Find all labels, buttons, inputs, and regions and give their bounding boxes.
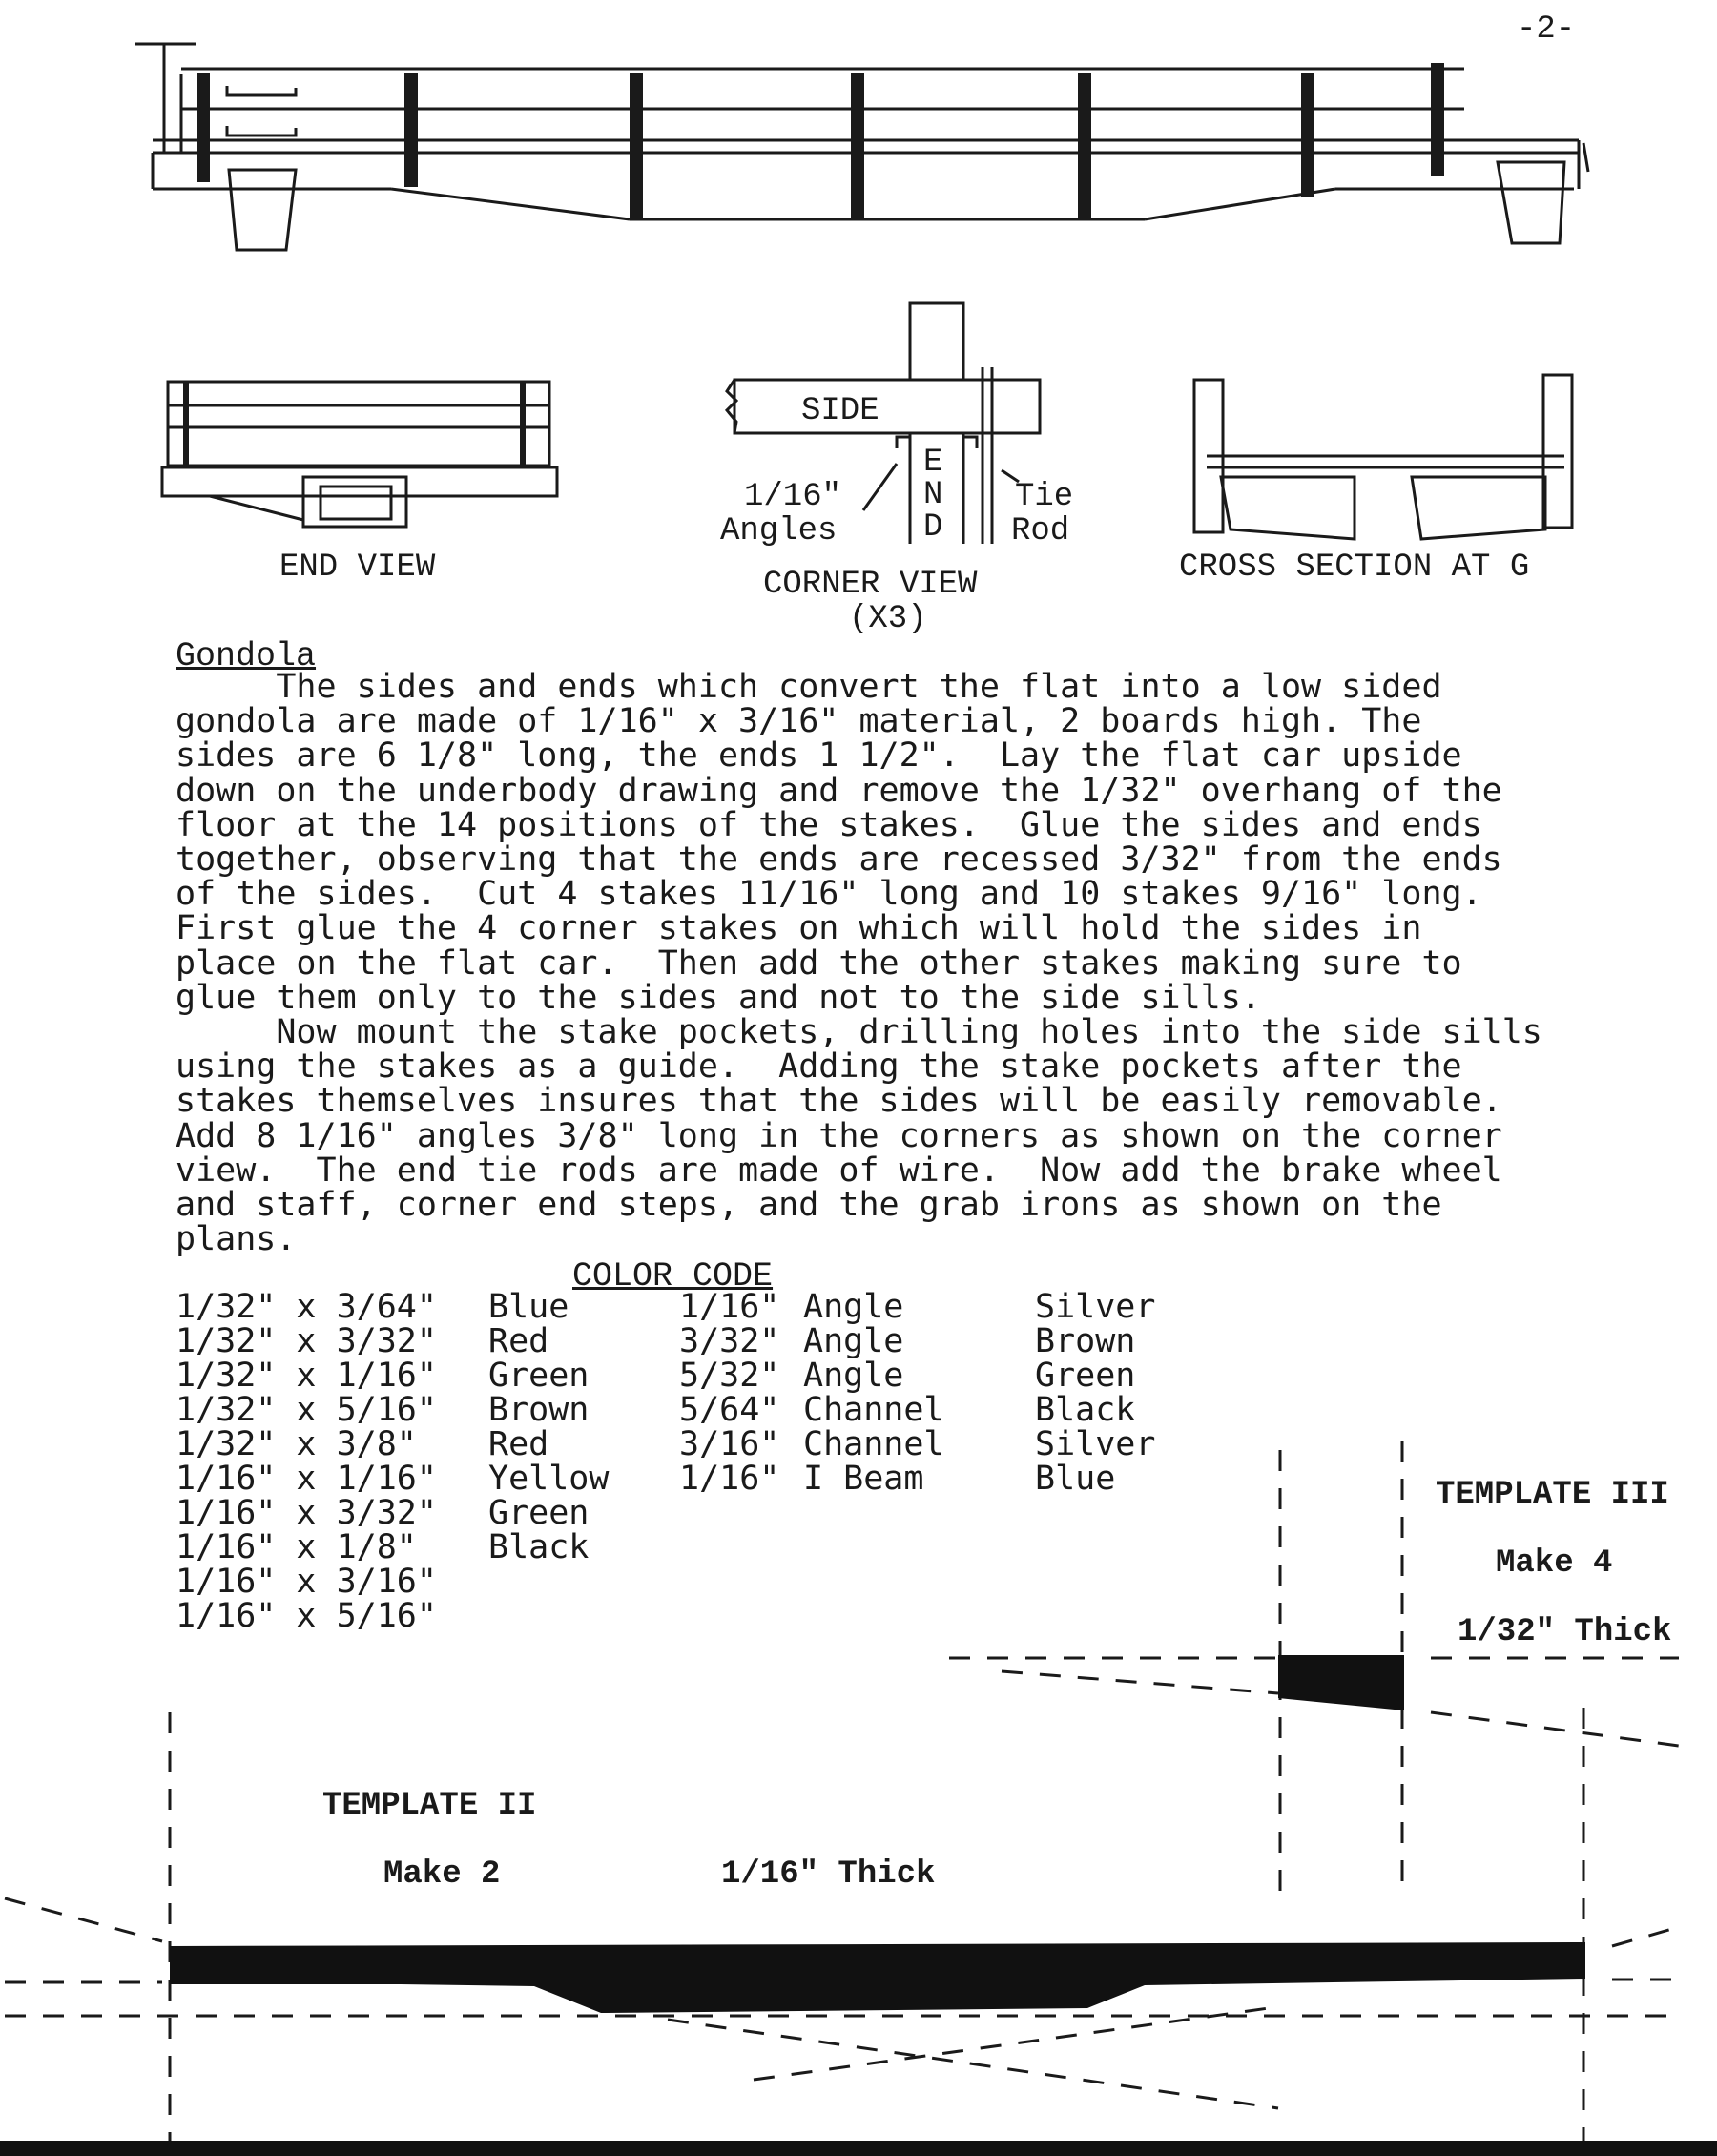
text-line: and staff, corner end steps, and the grab irons as shown on the [176, 1186, 1442, 1225]
strip-size: 1/32" x 5/16" [176, 1391, 437, 1429]
text-line: sides are 6 1/8" long, the ends 1 1/2". Lay the flat car upside [176, 736, 1462, 776]
shape-size-column [679, 1290, 779, 1496]
rod-label: Rod [1011, 513, 1070, 549]
end-letter: E [923, 445, 943, 481]
strip-color-column [488, 1290, 609, 1565]
shape-size: 3/16" [679, 1425, 780, 1463]
shape-type: Angle [803, 1357, 904, 1395]
template-iii-count: Make 4 [1496, 1545, 1613, 1582]
text-line: of the sides. Cut 4 stakes 11/16" long and 10 stakes 9/16" long. [176, 875, 1482, 914]
template-iii-thickness: 1/32" Thick [1458, 1614, 1672, 1650]
template-ii-title: TEMPLATE II [322, 1788, 537, 1824]
text-line: together, observing that the ends are recessed 3/32" from the ends [176, 840, 1502, 880]
strip-color: Red [488, 1322, 549, 1360]
gondola-instructions [176, 668, 1625, 1259]
template-ii-shape [170, 1942, 1585, 2013]
shape-color: Silver [1035, 1425, 1156, 1463]
text-line: down on the underbody drawing and remove the 1/32" overhang of the [176, 771, 1502, 810]
template-ii-thickness: 1/16" Thick [721, 1856, 936, 1893]
text-line: glue them only to the sides and not to the side sills. [176, 978, 1261, 1017]
strip-color: Brown [488, 1391, 590, 1429]
corner-view-label: CORNER VIEW [763, 567, 978, 603]
bottom-edge-band [0, 2141, 1717, 2156]
shape-type: Channel [803, 1425, 944, 1463]
strip-color: Yellow [488, 1460, 610, 1498]
shape-size: 1/16" [679, 1288, 780, 1326]
shape-size: 3/32" [679, 1322, 780, 1360]
text-line: using the stakes as a guide. Adding the stake pockets after the [176, 1047, 1462, 1087]
strip-size: 1/16" x 1/16" [176, 1460, 437, 1498]
text-line: plans. [176, 1220, 297, 1259]
text-line: The sides and ends which convert the flat into a low sided [176, 668, 1442, 706]
shape-color-column [1035, 1290, 1155, 1496]
template-ii-count: Make 2 [383, 1856, 501, 1893]
strip-color: Black [488, 1528, 590, 1566]
shape-color: Blue [1035, 1460, 1116, 1498]
corner-view-scale: (X3) [849, 601, 927, 637]
strip-size-column [176, 1290, 437, 1633]
cross-section-drawing [1194, 375, 1572, 539]
text-line: Now mount the stake pockets, drilling holes into the side sills [176, 1013, 1542, 1052]
end-letter: D [923, 509, 943, 546]
text-line: gondola are made of 1/16" x 3/16" material, 2 boards high. The [176, 702, 1422, 741]
text-line: view. The end tie rods are made of wire. Now add the brake wheel [176, 1151, 1502, 1190]
shape-type: Angle [803, 1322, 904, 1360]
shape-color: Black [1035, 1391, 1136, 1429]
shape-type: Channel [803, 1391, 944, 1429]
strip-size: 1/32" x 3/64" [176, 1288, 437, 1326]
shape-size: 5/64" [679, 1391, 780, 1429]
text-line: First glue the 4 corner stakes on which will hold the sides in [176, 909, 1422, 948]
strip-color: Green [488, 1494, 590, 1532]
strip-color: Green [488, 1357, 590, 1395]
shape-type-column [803, 1290, 944, 1496]
shape-type: Angle [803, 1288, 904, 1326]
corner-side-label: SIDE [801, 393, 879, 429]
text-line: stakes themselves insures that the sides will be easily removable. [176, 1082, 1502, 1121]
text-line: floor at the 14 positions of the stakes. Glue the sides and ends [176, 805, 1482, 844]
shape-color: Brown [1035, 1322, 1136, 1360]
angles-label: Angles [720, 513, 838, 549]
template-iii-shape [1278, 1655, 1404, 1710]
section-title-gondola: Gondola [176, 637, 317, 675]
angles-size-label: 1/16" [744, 479, 842, 515]
strip-size: 1/16" x 5/16" [176, 1597, 437, 1635]
tie-label: Tie [1015, 479, 1074, 515]
strip-color: Blue [488, 1288, 569, 1326]
strip-size: 1/16" x 3/16" [176, 1563, 437, 1601]
text-line: Add 8 1/16" angles 3/8" long in the corners as shown on the corner [176, 1116, 1502, 1155]
strip-size: 1/16" x 1/8" [176, 1528, 417, 1566]
page-number: -2- [1517, 11, 1576, 48]
shape-size: 1/16" [679, 1460, 780, 1498]
end-view-drawing [162, 382, 557, 527]
corner-end-label [923, 446, 942, 544]
strip-size: 1/32" x 1/16" [176, 1357, 437, 1395]
strip-size: 1/16" x 3/32" [176, 1494, 437, 1532]
end-view-label: END VIEW [279, 549, 436, 586]
strip-color: Red [488, 1425, 549, 1463]
text-line: place on the flat car. Then add the other stakes making sure to [176, 943, 1462, 983]
shape-size: 5/32" [679, 1357, 780, 1395]
strip-size: 1/32" x 3/32" [176, 1322, 437, 1360]
shape-type: I Beam [803, 1460, 924, 1498]
shape-color: Silver [1035, 1288, 1156, 1326]
color-code-title: COLOR CODE [572, 1257, 774, 1296]
shape-color: Green [1035, 1357, 1136, 1395]
end-letter: N [923, 477, 943, 513]
template-iii-title: TEMPLATE III [1436, 1477, 1669, 1513]
strip-size: 1/32" x 3/8" [176, 1425, 417, 1463]
cross-section-label: CROSS SECTION AT G [1179, 549, 1530, 586]
